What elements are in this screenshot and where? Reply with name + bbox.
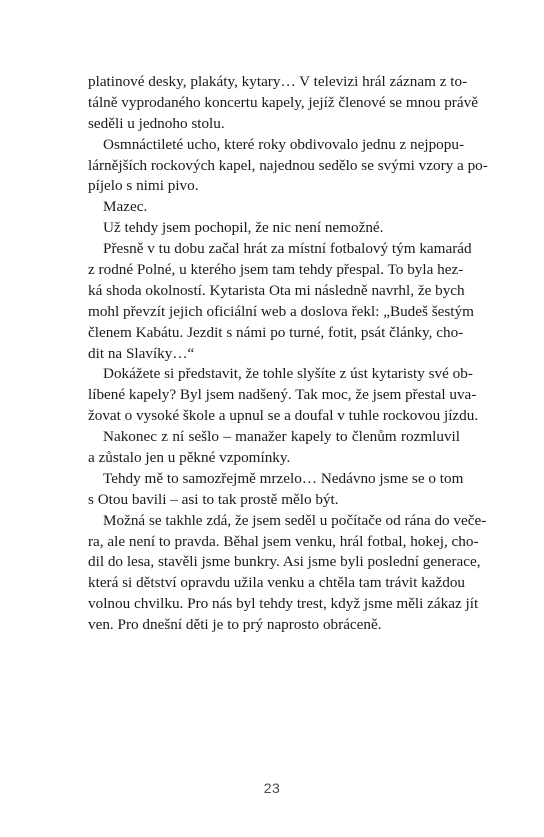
- body-text: [88, 72, 488, 636]
- text-line: a zůstalo jen u pěkné vzpomínky.: [88, 449, 291, 467]
- text-line: mohl převzít jejich oficiální web a doslova řekl: „Budeš šestým: [88, 302, 474, 320]
- text-line: tálně vyprodaného koncertu kapely, jejíž členové se mnou právě: [88, 93, 478, 111]
- text-line: líbené kapely? Byl jsem nadšený. Tak moc, že jsem přestal uva-: [88, 386, 477, 404]
- text-line: s Otou bavili – asi to tak prostě mělo být.: [88, 490, 339, 508]
- text-line: dil do lesa, stavěli jsme bunkry. Asi jsme byli poslední generace,: [88, 553, 481, 571]
- text-line: členem Kabátu. Jezdit s námi po turné, fotit, psát články, cho-: [88, 323, 464, 341]
- text-line: seděli u jednoho stolu.: [88, 114, 225, 132]
- text-line: volnou chvilku. Pro nás byl tehdy trest, když jsme měli zákaz jít: [88, 595, 479, 613]
- text-line: Osmnáctileté ucho, které roky obdivovalo jednu z nejpopu-: [103, 135, 465, 153]
- paragraph: [88, 364, 479, 427]
- text-line: ra, ale není to pravda. Běhal jsem venku, hrál fotbal, hokej, cho-: [88, 532, 479, 550]
- text-line: dit na Slavíky…“: [88, 344, 195, 362]
- text-line: Přesně v tu dobu začal hrát za místní fotbalový tým kamarád: [103, 240, 472, 258]
- text-line: Nakonec z ní sešlo – manažer kapely to členům rozmluvil: [103, 428, 460, 446]
- text-line: Už tehdy jsem pochopil, že nic není nemožné.: [103, 219, 384, 237]
- text-line: ká shoda okolností. Kytarista Ota mi následně navrhl, že bych: [88, 281, 465, 299]
- text-line: píjelo s nimi pivo.: [88, 177, 199, 195]
- text-line: žovat o vysoké škole a upnul se a doufal v tuhle rockovou jízdu.: [88, 407, 479, 425]
- paragraph: [88, 427, 460, 469]
- text-line: ven. Pro dnešní děti je to prý naprosto obráceně.: [88, 616, 382, 634]
- paragraph: [88, 239, 474, 364]
- text-line: která si dětství opravdu užila venku a chtěla tam trávit každou: [88, 574, 466, 592]
- paragraph: [88, 511, 487, 636]
- text-line: Dokážete si představit, že tohle slyšíte z úst kytaristy své ob-: [103, 365, 473, 383]
- text-line: platinové desky, plakáty, kytary… V televizi hrál záznam z to-: [88, 73, 468, 90]
- text-line: Mazec.: [103, 198, 148, 216]
- text-line: Možná se takhle zdá, že jsem seděl u počítače od rána do veče-: [103, 511, 487, 529]
- text-line: z rodné Polné, u kterého jsem tam tehdy přespal. To byla hez-: [88, 261, 464, 279]
- paragraph: [88, 135, 488, 198]
- text-line: lárnějších rockových kapel, najednou sedělo se svými vzory a po-: [88, 156, 488, 174]
- paragraph: [88, 469, 464, 511]
- paragraph: [88, 197, 460, 218]
- paragraph: [88, 218, 460, 239]
- paragraph: [88, 72, 478, 135]
- page-number: 23: [263, 780, 281, 796]
- text-line: Tehdy mě to samozřejmě mrzelo… Nedávno jsme se o tom: [103, 469, 464, 487]
